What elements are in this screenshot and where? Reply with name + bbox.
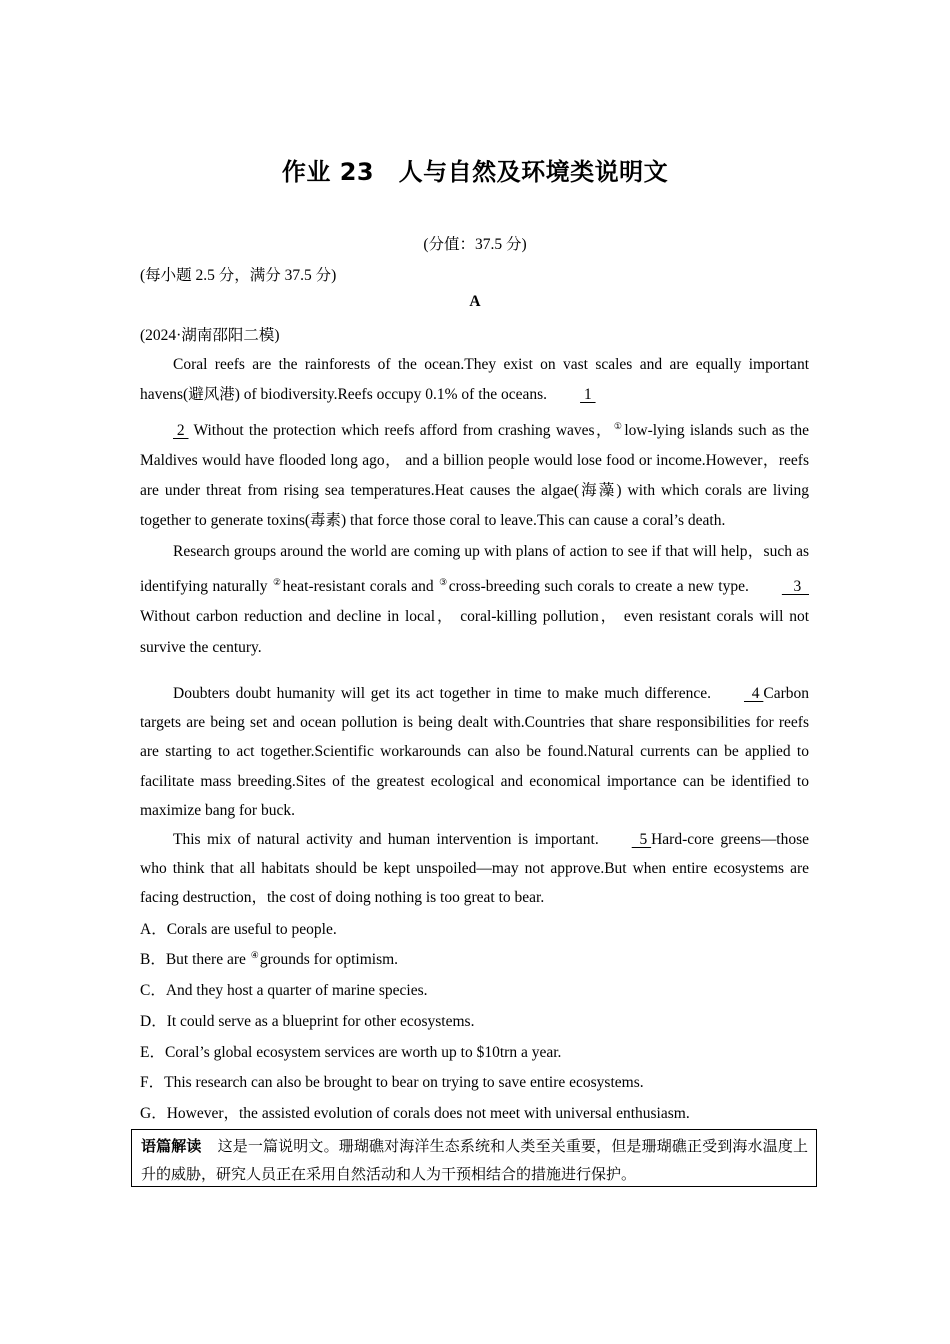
section-heading: A	[469, 293, 481, 310]
blank-3: 3	[781, 578, 809, 596]
blank-2: 2	[173, 421, 189, 439]
score-note: (分值：37.5 分)	[423, 236, 527, 253]
option-c: C．And they host a quarter of marine species.	[140, 982, 428, 999]
paragraph-3	[140, 679, 809, 825]
paragraph-4	[140, 825, 809, 913]
analysis-label: 语篇解读	[141, 1137, 202, 1155]
option-g: G．However，the assisted evolution of corals does not meet with universal enthusiasm.	[140, 1105, 690, 1122]
paragraph-2-text-c: cross-breeding such corals to create a new type.	[448, 578, 749, 596]
passage-source: (2024·湖南邵阳二模)	[140, 327, 280, 344]
page-title: 作业 23 人与自然及环境类说明文	[281, 158, 669, 186]
paragraph-3-text-a: Doubters doubt humanity will get its act together in time to make much difference.	[173, 685, 711, 702]
paragraph-1-text-a: Coral reefs are the rainforests of the ocean.They exist on vast scales and are equally important havens(避风港) of biodiversity.Reefs occupy 0.1% of the oceans.	[140, 356, 809, 404]
passage-block-2	[140, 679, 809, 913]
paragraph-4-text-a: This mix of natural activity and human intervention is important.	[173, 831, 599, 849]
passage-block-1	[140, 350, 809, 663]
option-b-text-b: grounds for optimism.	[259, 951, 399, 968]
paragraph-1	[140, 350, 809, 537]
option-d: D．It could serve as a blueprint for other ecosystems.	[140, 1013, 475, 1030]
option-a: A．Corals are useful to people.	[140, 921, 337, 938]
analysis-text: 这是一篇说明文。珊瑚礁对海洋生态系统和人类至关重要，但是珊瑚礁正受到海水温度上升的威胁，研究人员正在采用自然活动和人为干预相结合的措施进行保护。	[141, 1139, 808, 1183]
paragraph-2	[140, 537, 809, 663]
paragraph-2-text-d: Without carbon reduction and decline in local， coral-killing pollution， even resistant corals will not survive the century.	[140, 608, 809, 656]
blank-4: 4	[743, 685, 764, 702]
blank-1: 1	[580, 386, 596, 404]
paragraph-3-text-b: Carbon targets are being set and ocean pollution is being dealt with.Countries that share responsibilities for reefs are starting to act together.Scientific workarounds can also be found.Natural currents can be applied to facilitate mass breeding.Sites of the greatest ecological and economical importance can be identified to maximize bang for buck.	[140, 685, 809, 819]
option-e: E．Coral’s global ecosystem services are worth up to $10trn a year.	[140, 1044, 562, 1061]
paragraph-2-text-a: Research groups around the world are coming up with plans of action to see if that will help，such as identifying naturally	[140, 542, 809, 596]
analysis-box	[131, 1129, 817, 1187]
option-b	[140, 947, 398, 969]
paragraph-1-text-c: low-lying islands such as the Maldives would have flooded long ago， and a billion people would lose food or income.However，reefs are under threat from rising sea temperatures.Heat causes the algae(海藻) with which corals are living together to generate toxins(毒素) that force those coral to leave.This can cause a coral’s death.	[140, 421, 809, 530]
paragraph-1-text-b: Without the protection which reefs afford from crashing waves，	[188, 421, 613, 439]
annotation-mark-2: ②	[273, 577, 282, 588]
annotation-mark-1: ①	[613, 420, 624, 431]
annotation-mark-3: ③	[439, 577, 448, 588]
blank-5: 5	[631, 831, 652, 849]
paragraph-2-text-b: heat-resistant corals and	[282, 578, 439, 596]
paragraph-4-text-b: Hard-core greens—those who think that all habitats should be kept unspoiled—may not approve.But when entire ecosystems are facing destruction，the cost of doing nothing is too great to bear.	[140, 831, 809, 907]
option-b-text-a: B．But there are	[140, 951, 250, 968]
scoring-rule: (每小题 2.5 分，满分 37.5 分)	[140, 267, 337, 284]
annotation-mark-4: ④	[250, 950, 259, 960]
option-f: F．This research can also be brought to bear on trying to save entire ecosystems.	[140, 1074, 644, 1091]
